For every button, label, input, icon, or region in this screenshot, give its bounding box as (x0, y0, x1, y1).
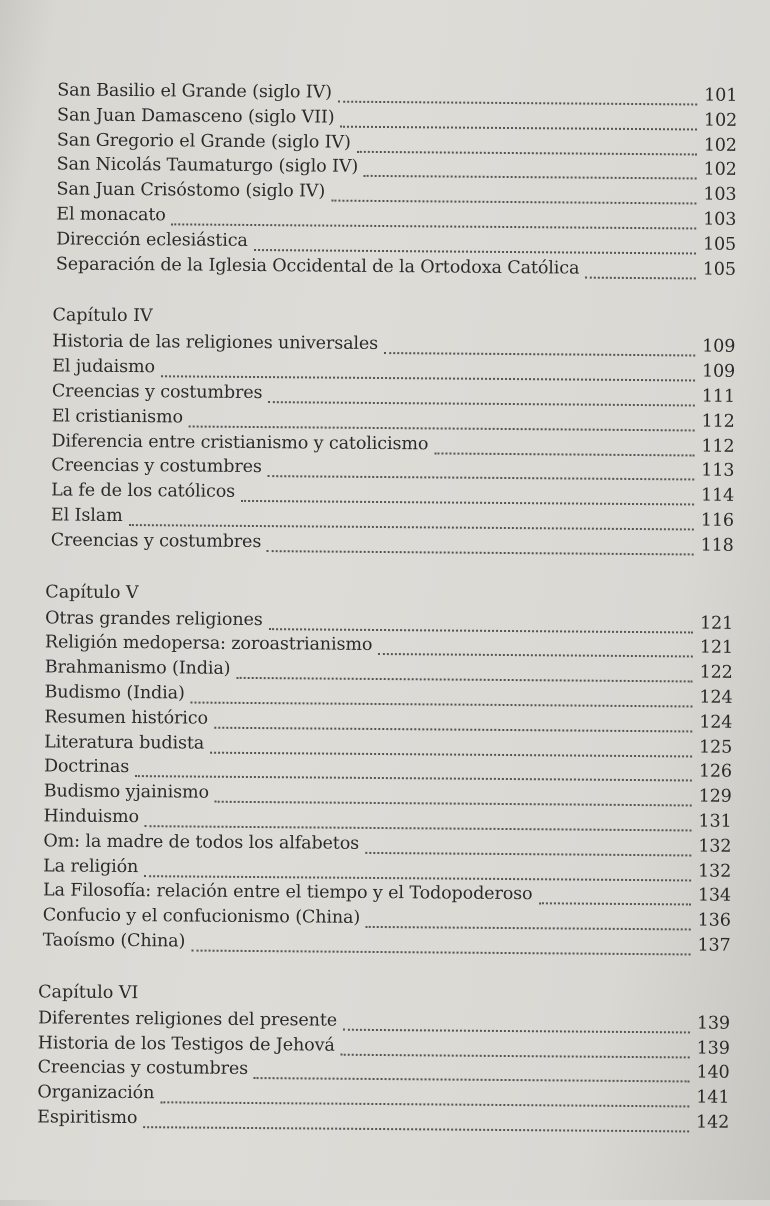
entry-page-number: 103 (703, 184, 737, 205)
dot-leader (268, 475, 695, 480)
toc-section (51, 306, 736, 561)
entry-title: Diferentes religiones del presente (37, 1008, 338, 1031)
table-of-contents (37, 80, 738, 1164)
entry-title: El monacato (56, 204, 166, 226)
entry-page-number: 116 (700, 510, 735, 531)
toc-entry (43, 930, 731, 960)
toc-entry (51, 530, 734, 560)
entry-title: Brahmanismo (India) (44, 657, 231, 679)
dot-leader (331, 200, 696, 205)
entry-title: Resumen histórico (44, 707, 209, 729)
chapter-heading: Capítulo VI (38, 982, 139, 1003)
dot-leader (145, 825, 692, 831)
dot-leader (172, 223, 697, 229)
chapter-heading: Capítulo V (45, 581, 139, 603)
entry-page-number: 121 (699, 637, 734, 659)
entry-title: Otras grandes religiones (45, 607, 263, 630)
entry-title: Dirección eclesiástica (56, 229, 248, 251)
entry-title: La fe de los católicos (51, 480, 236, 503)
dot-leader (189, 425, 695, 431)
entry-title: Religión medopersa: zoroastrianismo (44, 632, 373, 656)
entry-title: Creencias y costumbres (50, 530, 262, 552)
entry-page-number: 109 (701, 361, 736, 382)
dot-leader (161, 375, 695, 381)
dot-leader (378, 653, 693, 657)
dot-leader (585, 276, 696, 279)
entry-page-number: 112 (701, 436, 735, 457)
entry-page-number: 137 (697, 935, 731, 956)
entry-page-number: 121 (699, 613, 734, 634)
entry-page-number: 102 (703, 110, 738, 131)
entry-page-number: 114 (700, 485, 735, 506)
entry-title: Confucio y el confucionismo (China) (42, 905, 361, 928)
dot-leader (254, 1077, 690, 1082)
entry-page-number: 132 (697, 861, 732, 882)
entry-title: San Gregorio el Grande (siglo IV) (56, 130, 351, 153)
entry-page-number: 112 (701, 411, 735, 432)
entry-title: Budismo (India) (44, 682, 185, 704)
entry-page-number: 132 (698, 836, 732, 857)
dot-leader (191, 701, 693, 707)
entry-page-number: 140 (696, 1062, 730, 1084)
entry-page-number: 124 (699, 687, 733, 708)
dot-leader (254, 249, 696, 254)
entry-title: San Basilio el Grande (siglo IV) (57, 80, 332, 103)
entry-title: Creencias y costumbres (51, 381, 263, 404)
entry-title: Espiritismo (37, 1107, 138, 1129)
entry-title: Literatura budista (44, 731, 205, 754)
entry-page-number: 113 (701, 460, 735, 482)
entry-title: Historia de los Testigos de Jehová (37, 1032, 335, 1056)
dot-leader (135, 775, 692, 781)
entry-page-number: 102 (703, 135, 737, 156)
toc-section (56, 80, 738, 284)
entry-title: San Nicolás Taumaturgo (siglo IV) (56, 154, 359, 178)
entry-page-number: 118 (700, 535, 734, 556)
dot-leader (236, 677, 692, 683)
dot-leader (267, 550, 694, 555)
entry-page-number: 141 (696, 1087, 730, 1108)
dot-leader (144, 875, 691, 881)
entry-title: Budismo yjainismo (43, 781, 210, 803)
dot-leader (129, 524, 694, 530)
dot-leader (343, 1028, 690, 1033)
entry-title: San Juan Crisóstomo (siglo IV) (56, 179, 326, 202)
entry-title: Creencias y costumbres (37, 1057, 249, 1080)
dot-leader (434, 452, 694, 456)
entry-page-number: 139 (696, 1013, 731, 1034)
dot-leader (364, 175, 697, 180)
entry-page-number: 109 (702, 336, 736, 358)
dot-leader (214, 726, 692, 732)
entry-title: Om: la madre de todos los alfabetos (43, 831, 360, 854)
entry-page-number: 125 (698, 737, 733, 758)
entry-title: Organización (37, 1082, 155, 1104)
dot-leader (341, 1053, 690, 1058)
dot-leader (338, 101, 697, 106)
dot-leader (191, 949, 690, 955)
dot-leader (268, 401, 695, 406)
entry-title: Separación de la Iglesia Occidental de la Ortodoxa Católica (55, 254, 580, 279)
entry-title: El judaismo (52, 356, 156, 378)
entry-page-number: 131 (698, 811, 732, 832)
dot-leader (215, 801, 692, 807)
toc-entry (37, 1107, 729, 1137)
entry-page-number: 111 (701, 386, 735, 407)
entry-title: El cristianismo (51, 406, 184, 428)
entry-page-number: 129 (698, 786, 732, 807)
chapter-heading: Capítulo IV (52, 305, 153, 327)
entry-page-number: 142 (696, 1112, 730, 1133)
entry-page-number: 105 (702, 259, 736, 280)
toc-entry (56, 254, 736, 284)
entry-title: San Juan Damasceno (siglo VII) (57, 105, 335, 128)
dot-leader (160, 1101, 689, 1107)
entry-title: Hinduismo (43, 806, 140, 828)
entry-title: Taoísmo (China) (42, 930, 186, 952)
entry-title: Diferencia entre cristianismo y catolicismo (51, 430, 429, 454)
dot-leader (538, 903, 690, 906)
entry-page-number: 124 (699, 712, 733, 733)
entry-title: Creencias y costumbres (51, 455, 262, 478)
dot-leader (241, 500, 694, 506)
dot-leader (366, 926, 691, 931)
dot-leader (269, 628, 693, 633)
entry-page-number: 134 (697, 885, 732, 907)
entry-title: El Islam (50, 505, 123, 526)
entry-title: Doctrinas (43, 756, 130, 778)
dot-leader (384, 352, 695, 356)
entry-title: La Filosofía: relación entre el tiempo y el Todopoderoso (42, 880, 533, 905)
entry-page-number: 126 (698, 761, 733, 783)
entry-page-number: 105 (702, 234, 737, 255)
entry-title: Historia de las religiones universales (52, 331, 379, 355)
entry-page-number: 139 (696, 1038, 730, 1059)
toc-section (37, 982, 730, 1137)
entry-page-number: 103 (703, 209, 737, 230)
entry-page-number: 122 (699, 662, 733, 683)
entry-page-number: 136 (697, 910, 731, 931)
dot-leader (365, 852, 691, 857)
entry-page-number: 102 (703, 159, 737, 181)
dot-leader (357, 150, 697, 155)
dot-leader (340, 125, 697, 130)
dot-leader (143, 1126, 689, 1132)
dot-leader (210, 751, 692, 757)
entry-page-number: 101 (704, 85, 738, 106)
entry-title: La religión (43, 855, 139, 877)
toc-section (43, 582, 734, 961)
